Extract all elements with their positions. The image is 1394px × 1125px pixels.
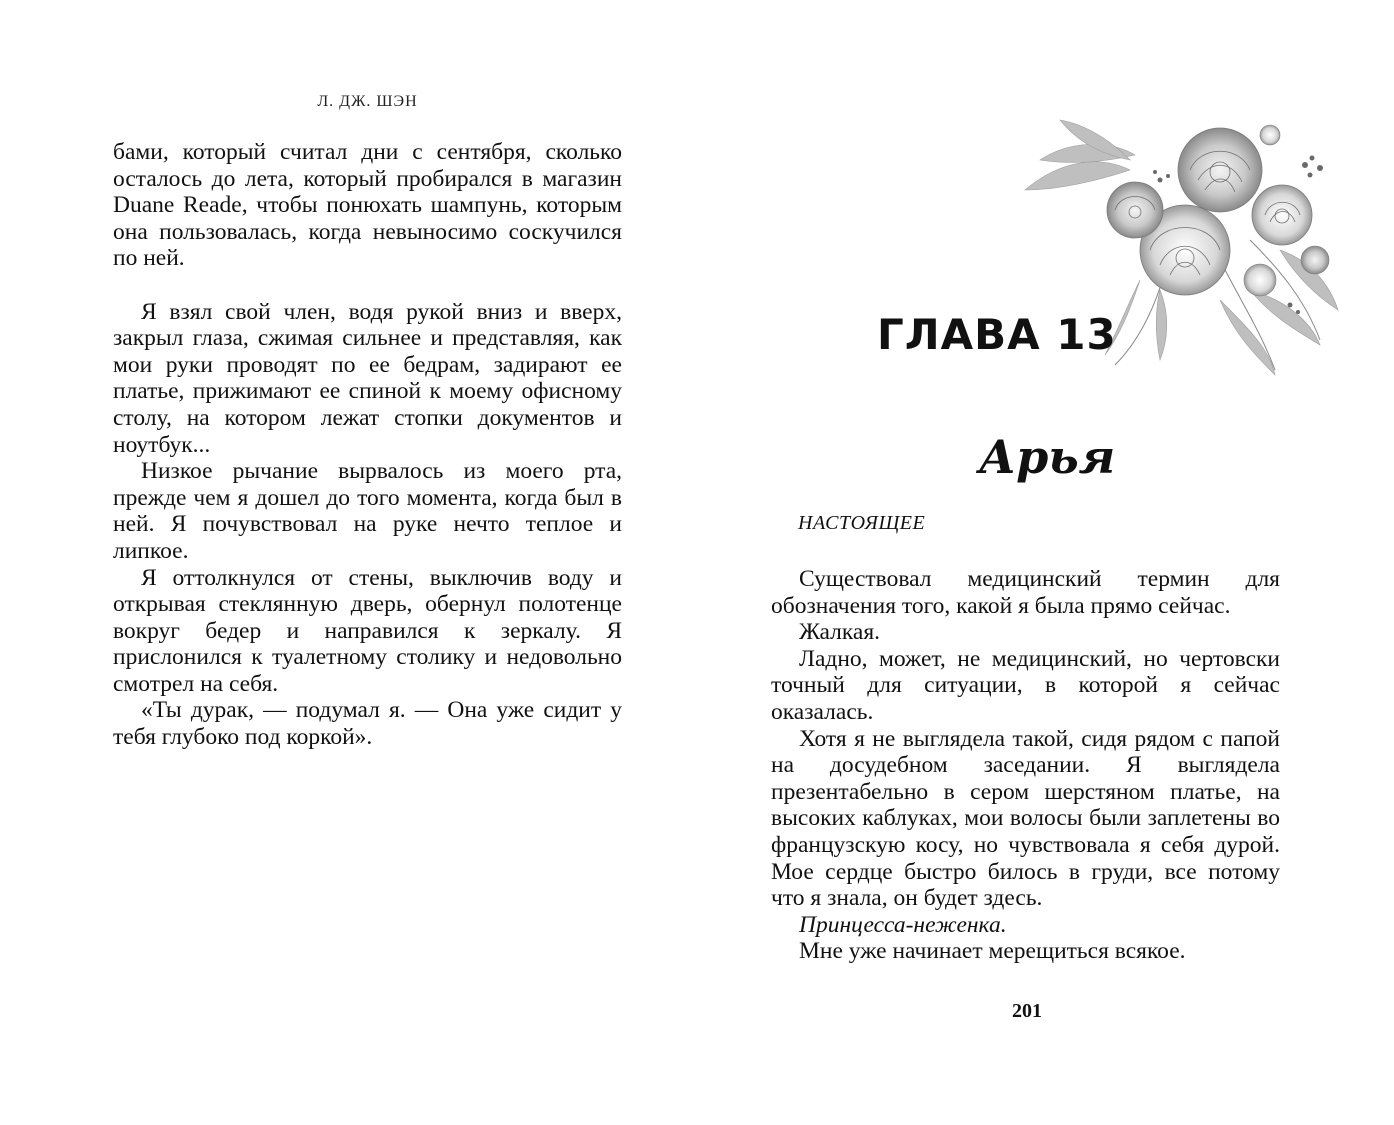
right-page (697, 0, 1394, 1125)
paragraph: Я оттолкнулся от стены, выключив воду и открывая стеклянную дверь, обернул полотенце вокруг бедер и направился к зеркалу. Я прислонился к туалетному столику и недовольно смотрел на себя. (113, 564, 622, 697)
left-page-text (113, 139, 622, 751)
paragraph: «Ты дурак, — подумал я. — Она уже сидит у тебя глубоко под коркой». (113, 697, 622, 751)
paragraph: Существовал медицинский термин для обозначения того, какой я была прямо сейчас. (771, 566, 1280, 619)
running-head: Л. ДЖ. ШЭН (317, 93, 418, 110)
pov-character-name: Арья (978, 430, 1116, 484)
paragraph: Ладно, может, не медицинский, но чертовски точный для ситуации, в которой я сейчас оказалась. (771, 645, 1280, 725)
paragraph: Мне уже начинает мерещиться всякое. (799, 938, 1186, 965)
paragraph: Жалкая. (799, 619, 881, 646)
chapter-title: ГЛАВА 13 (877, 310, 1117, 359)
right-page-text (771, 566, 1280, 965)
paragraph: бами, который считал дни с сентября, сколько осталось до лета, который пробирался в магазин Duane Reade, чтобы понюхать шампунь, которым она пользовалась, когда невыносимо соскучился по ней. (113, 139, 622, 272)
paragraph: Низкое рычание вырвалось из моего рта, прежде чем я дошел до того момента, когда был в ней. Я почувствовал на руке нечто теплое и липкое. (113, 458, 622, 564)
paragraph: Хотя я не выглядела такой, сидя рядом с папой на досудебном заседании. Я выглядела презентабельно в сером шерстяном платье, на высоких каблуках, мои волосы были заплетены во французскую косу, но чувствовала я себя дурой. Мое сердце быстро билось в груди, все потому что я знала, он будет здесь. (771, 725, 1280, 912)
paragraph: Я взял свой член, водя рукой вниз и вверх, закрыл глаза, сжимая сильнее и представляя, как мои руки проводят по ее бедрам, задирают ее платье, прижимают ее спиной к моему офисному столу, на котором лежат стопки документов и ноутбук... (113, 298, 622, 458)
page-number: 201 (1012, 1000, 1042, 1022)
paragraph-italic: Принцесса-неженка. (799, 911, 1007, 938)
paragraph-spacer (113, 272, 622, 299)
section-label: НАСТОЯЩЕЕ (798, 512, 926, 534)
